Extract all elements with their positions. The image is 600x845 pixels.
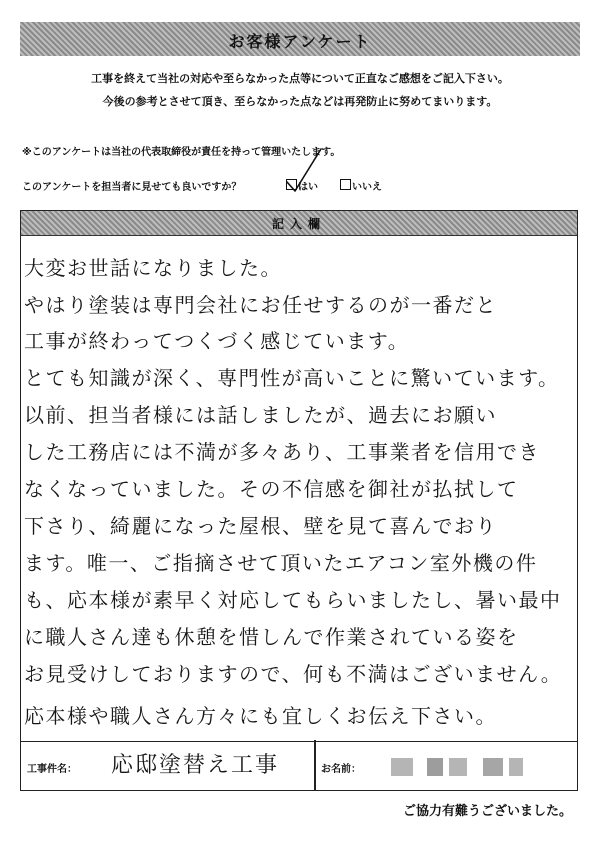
page-title: お客様アンケート bbox=[228, 32, 372, 51]
info-divider bbox=[314, 740, 316, 790]
intro-line-1: 工事を終えて当社の対応や至らなかった点等について正直なご感想をご記入下さい。 bbox=[91, 72, 509, 85]
handwritten-line: 応本様や職人さん方々にも宜しくお伝え下さい。 bbox=[24, 704, 497, 728]
info-row bbox=[20, 740, 578, 791]
handwritten-line: なくなっていました。その不信感を御社が払拭して bbox=[24, 477, 519, 501]
handwritten-line: ます。唯一、ご指摘させて頂いたエアコン室外機の件 bbox=[24, 551, 538, 575]
management-note: ※このアンケートは当社の代表取締役が責任を持って管理いたします。 bbox=[22, 147, 341, 158]
redacted-name bbox=[391, 754, 531, 780]
intro-line-2: 今後の参考とさせて頂き、至らなかった点などは再発防止に努めてまいります。 bbox=[102, 95, 498, 108]
handwritten-line: とても知識が深く、専門性が高いことに驚いています。 bbox=[24, 366, 560, 390]
consent-no-label: いいえ bbox=[352, 182, 382, 193]
handwritten-line: 下さり、綺麗になった屋根、壁を見て喜んでおり bbox=[24, 514, 497, 538]
consent-question: このアンケートを担当者に見せても良いですか？ bbox=[22, 182, 242, 193]
handwritten-line: も、応本様が素早く対応してもらいましたし、暑い最中 bbox=[24, 588, 562, 612]
thanks-message: ご協力有難うございました。 bbox=[402, 804, 572, 819]
entry-header bbox=[21, 211, 577, 236]
handwritten-line: した工務店には不満が多々あり、工事業者を信用でき bbox=[24, 440, 540, 464]
handwritten-line: やはり塗装は専門会社にお任せするのが一番だと bbox=[24, 293, 497, 317]
project-value: 応邸塗替え工事 bbox=[111, 753, 280, 778]
entry-label: 記入欄 bbox=[271, 217, 326, 231]
project-label: 工事件名： bbox=[27, 764, 77, 775]
handwritten-line: 工事が終わってつくづく感じています。 bbox=[24, 329, 410, 353]
name-label: お名前： bbox=[321, 764, 361, 775]
handwritten-line: に職人さん達も休憩を惜しんで作業されている姿を bbox=[24, 625, 519, 649]
handwritten-line: 大変お世話になりました。 bbox=[24, 256, 282, 280]
consent-no-checkbox[interactable] bbox=[340, 179, 351, 190]
title-banner bbox=[20, 22, 580, 56]
handwritten-line: お見受けしておりますので、何も不満はございません。 bbox=[24, 662, 563, 686]
consent-yes-label: はい bbox=[298, 182, 318, 193]
handwritten-line: 以前、担当者様には話しましたが、過去にお願い bbox=[24, 403, 497, 427]
